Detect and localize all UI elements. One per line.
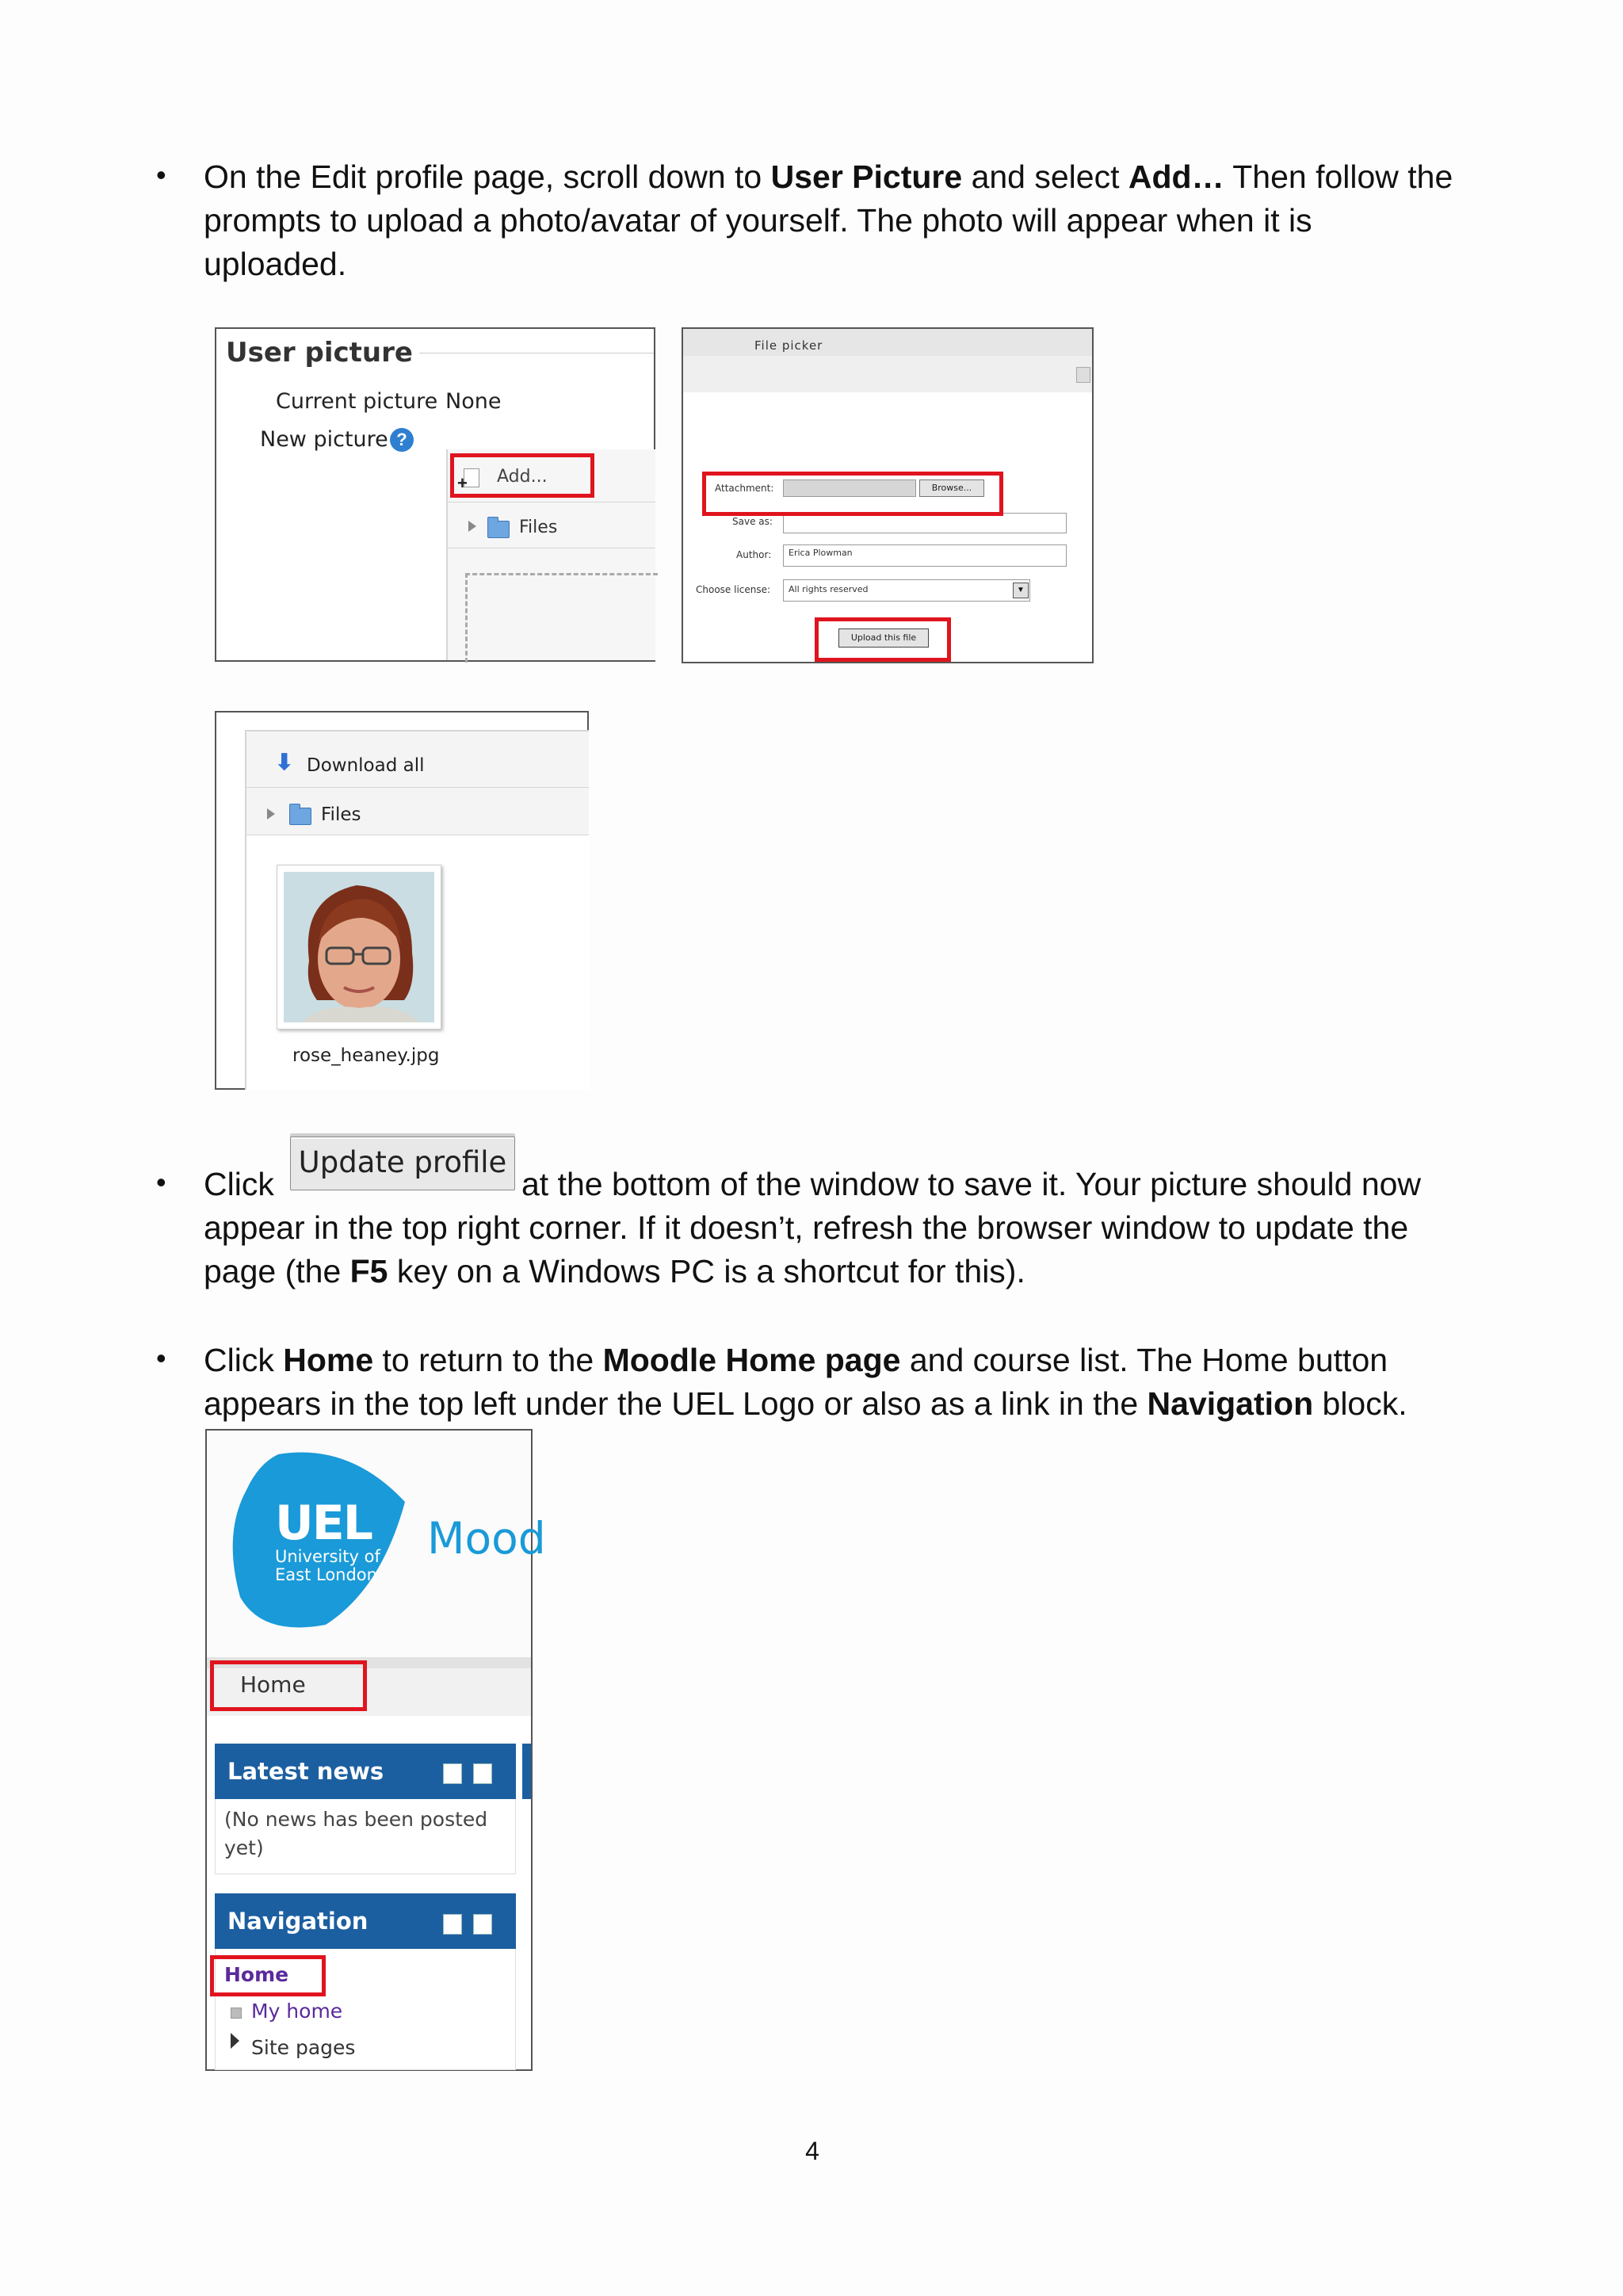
attachment-label: Attachment: bbox=[715, 483, 774, 494]
home-tab-highlight-box bbox=[210, 1660, 367, 1711]
step2-line-2: appear in the top right corner. If it doesn’t, refresh the browser window to update the bbox=[204, 1209, 1409, 1246]
add-highlight-box bbox=[450, 453, 594, 498]
current-picture-label: Current picture bbox=[276, 389, 438, 414]
step1-paragraph bbox=[204, 155, 1453, 286]
dock-icon[interactable] bbox=[473, 1914, 492, 1935]
attachment-highlight-box bbox=[702, 472, 1003, 516]
drop-zone[interactable] bbox=[465, 573, 658, 663]
portrait-image bbox=[277, 865, 441, 1029]
bullet: • bbox=[156, 1342, 166, 1374]
latest-news-header bbox=[215, 1744, 516, 1799]
plus-icon: + bbox=[457, 473, 468, 493]
folder-icon bbox=[289, 808, 311, 825]
uel-logo-subtitle-2: East London bbox=[275, 1565, 377, 1584]
file-picker-toolbar bbox=[683, 356, 1092, 393]
uploaded-picture-screenshot bbox=[215, 711, 589, 1090]
page-number: 4 bbox=[805, 2137, 819, 2165]
files-label[interactable]: Files bbox=[321, 804, 361, 825]
expand-arrow-icon bbox=[267, 808, 275, 819]
upload-highlight-box bbox=[815, 617, 951, 662]
new-picture-label: New picture bbox=[260, 427, 388, 452]
navigation-header bbox=[215, 1893, 516, 1949]
save-as-label: Save as: bbox=[732, 516, 773, 527]
user-picture-heading: User picture bbox=[226, 337, 419, 369]
bullet: • bbox=[156, 1166, 166, 1198]
download-all-button[interactable]: Download all bbox=[307, 755, 425, 776]
license-value: All rights reserved bbox=[789, 584, 869, 594]
collapse-icon[interactable] bbox=[443, 1914, 462, 1935]
site-name-partial: Mood bbox=[427, 1513, 546, 1564]
nav-home-highlight-box bbox=[210, 1955, 326, 1996]
navigation-title: Navigation bbox=[227, 1908, 369, 1935]
file-picker-screenshot bbox=[682, 327, 1094, 663]
current-picture-value: None bbox=[445, 389, 502, 414]
bullet: • bbox=[156, 159, 166, 191]
dock-icon[interactable] bbox=[473, 1763, 492, 1784]
update-profile-button[interactable]: Update profile bbox=[290, 1137, 515, 1190]
file-picker-title: File picker bbox=[754, 338, 823, 353]
uel-logo-subtitle-1: University of bbox=[275, 1547, 380, 1566]
latest-news-title: Latest news bbox=[227, 1758, 384, 1785]
no-news-text-1: (No news has been posted bbox=[224, 1808, 488, 1831]
home-tab[interactable]: Home bbox=[240, 1671, 306, 1698]
step2-line-3: page (the F5 key on a Windows PC is a shortcut for this). bbox=[204, 1253, 1025, 1289]
author-value: Erica Plowman bbox=[789, 548, 853, 558]
moodle-screenshot bbox=[205, 1429, 546, 2071]
photo-thumbnail[interactable] bbox=[277, 865, 441, 1030]
uel-logo-text: UEL bbox=[275, 1496, 372, 1551]
photo-filename: rose_heaney.jpg bbox=[292, 1045, 440, 1066]
step2-paragraph bbox=[204, 1206, 1408, 1293]
step1-line-2: prompts to upload a photo/avatar of yourself. The photo will appear when it is bbox=[204, 202, 1312, 239]
help-icon[interactable]: ? bbox=[390, 428, 414, 452]
step2-line-1: at the bottom of the window to save it. Your picture should now bbox=[521, 1166, 1422, 1202]
expand-arrow-icon bbox=[468, 521, 476, 532]
step3-paragraph bbox=[204, 1339, 1407, 1426]
author-label: Author: bbox=[736, 549, 772, 560]
collapse-icon[interactable] bbox=[443, 1763, 462, 1784]
download-arrow-icon: ⬇ bbox=[275, 750, 294, 774]
dropdown-arrow-icon[interactable]: ▼ bbox=[1013, 583, 1029, 598]
toolbar-icon[interactable] bbox=[1076, 367, 1090, 383]
no-news-text-2: yet) bbox=[224, 1836, 264, 1859]
nav-my-home-link[interactable]: My home bbox=[251, 2000, 343, 2023]
step1-line-3: uploaded. bbox=[204, 246, 347, 282]
expand-arrow-icon[interactable] bbox=[231, 2033, 239, 2049]
step1-line-1: On the Edit profile page, scroll down to User Picture and select Add… Then follow the bbox=[204, 159, 1453, 195]
add-button[interactable]: Add... bbox=[497, 467, 548, 487]
file-picker-titlebar bbox=[683, 329, 1092, 357]
step3-line-1: Click Home to return to the Moodle Home page and course list. The Home button bbox=[204, 1342, 1388, 1378]
user-picture-screenshot bbox=[215, 327, 655, 662]
upload-file-button[interactable]: Upload this file bbox=[838, 628, 929, 648]
step2-click-word: Click bbox=[204, 1166, 274, 1202]
step3-line-2: appears in the top left under the UEL Logo or also as a link in the Navigation block. bbox=[204, 1385, 1407, 1422]
filemanager-area bbox=[245, 730, 589, 1090]
folder-icon bbox=[487, 521, 510, 538]
nav-home-link[interactable]: Home bbox=[224, 1963, 289, 1986]
nav-site-pages-link[interactable]: Site pages bbox=[251, 2036, 356, 2059]
bullet-icon bbox=[231, 2008, 242, 2019]
files-label[interactable]: Files bbox=[519, 518, 558, 537]
license-label: Choose license: bbox=[696, 584, 771, 595]
browse-button[interactable]: Browse... bbox=[919, 479, 984, 497]
